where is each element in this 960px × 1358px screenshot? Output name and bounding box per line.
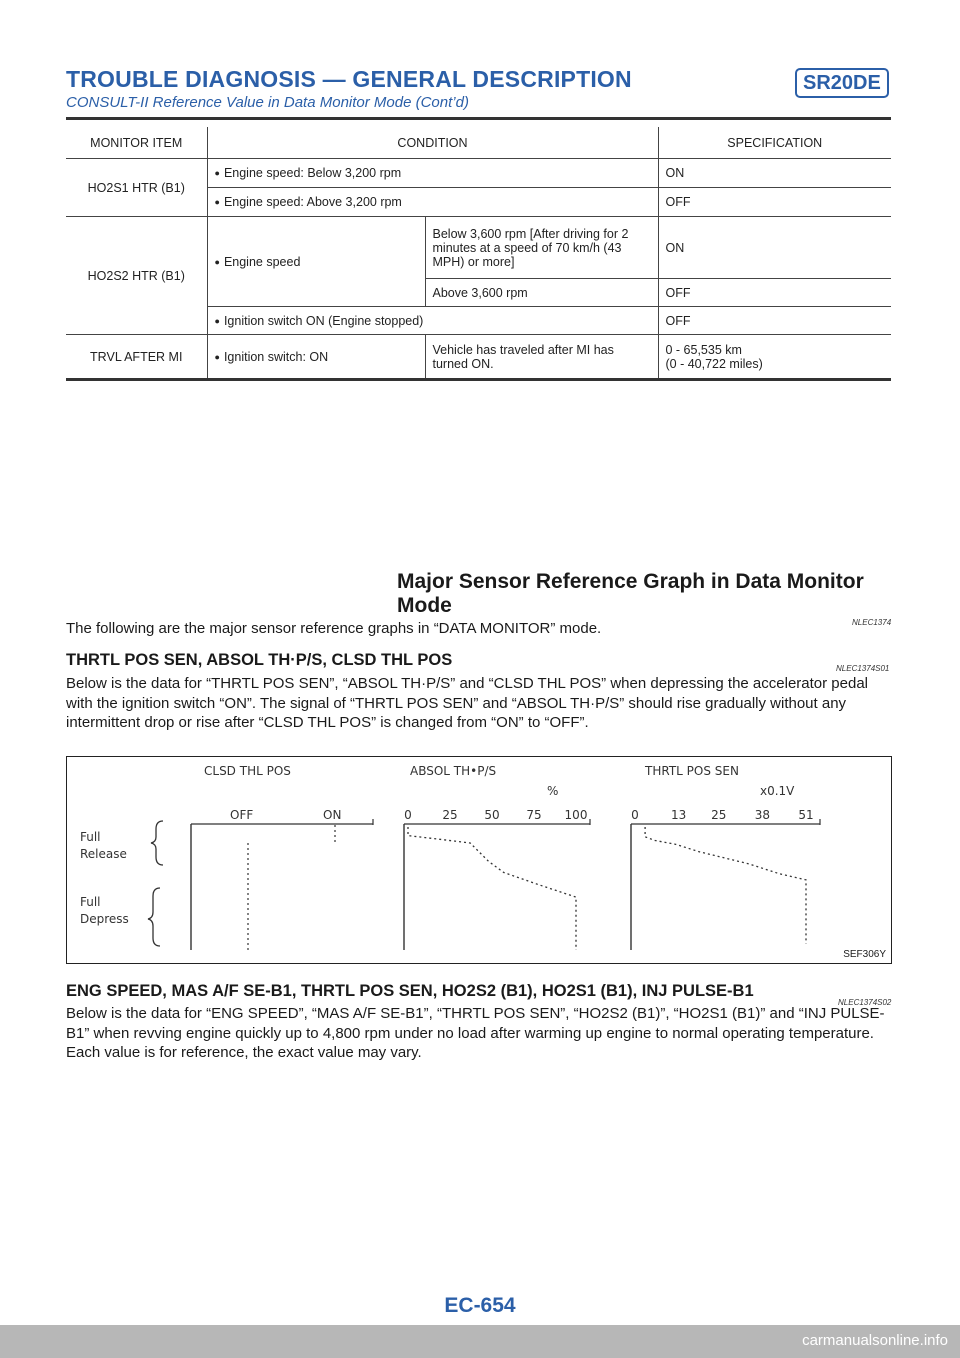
engine-code-badge: SR20DE xyxy=(795,68,889,98)
condition-cell: ● Ignition switch: ON xyxy=(207,335,425,380)
row-label: Release xyxy=(80,847,127,861)
sub-condition-cell: Above 3,600 rpm xyxy=(425,279,658,307)
tick-label: 0 xyxy=(404,808,412,822)
chart-title: CLSD THL POS xyxy=(204,764,291,778)
axis-unit: % xyxy=(547,784,559,798)
reference-value-table xyxy=(66,127,891,381)
chart-title: ABSOL TH•P/S xyxy=(410,764,497,778)
condition-cell: ● Engine speed: Above 3,200 rpm xyxy=(207,188,658,217)
table-row xyxy=(66,217,891,279)
bullet-icon xyxy=(215,314,224,328)
sub-condition-cell: Vehicle has traveled after MI has turned ON. xyxy=(425,335,658,380)
table-row xyxy=(66,335,891,380)
tick-label: 25 xyxy=(711,808,727,822)
specification-cell: OFF xyxy=(658,279,891,307)
tick-label: 75 xyxy=(526,808,542,822)
section-code: NLEC1374 xyxy=(852,618,892,627)
subsection-code: NLEC1374S02 xyxy=(838,998,892,1007)
specification-cell: OFF xyxy=(658,307,891,335)
subsection-paragraph: Below is the data for “ENG SPEED”, “MAS A/F SE-B1”, “THRTL POS SEN”, “HO2S2 (B1)”, “HO2S1 (B1)” and “INJ PULSE-B1” when revving engine quickly up to 4,800 rpm under no load after warming up engine to normal operating temperature. Each value is for reference, the exact value may vary. xyxy=(66,1005,885,1061)
column-header-monitor-item: MONITOR ITEM xyxy=(66,127,207,159)
table-header-row xyxy=(66,127,891,159)
depress-brace xyxy=(148,888,160,946)
row-label: Depress xyxy=(80,912,129,926)
tick-label: 100 xyxy=(564,808,588,822)
header-rule xyxy=(66,117,891,120)
figure-code: SEF306Y xyxy=(843,949,886,960)
watermark-text: carmanualsonline.info xyxy=(802,1332,948,1349)
table-row xyxy=(66,159,891,188)
page-header-subtitle: CONSULT-II Reference Value in Data Monitor Mode (Cont’d) xyxy=(66,94,469,111)
monitor-item-cell: HO2S2 HTR (B1) xyxy=(66,217,207,335)
sub-condition-cell: Below 3,600 rpm [After driving for 2 minutes at a speed of 70 km/h (43 MPH) or more] xyxy=(425,217,658,279)
bullet-icon xyxy=(215,350,224,364)
tick-label: 13 xyxy=(670,808,687,822)
page-header-title: TROUBLE DIAGNOSIS — GENERAL DESCRIPTION xyxy=(66,66,632,92)
tick-label: 51 xyxy=(798,808,814,822)
row-label: Full xyxy=(80,895,101,909)
specification-cell: ON xyxy=(658,159,891,188)
absol-chart xyxy=(404,808,590,950)
tick-label: 50 xyxy=(484,808,500,822)
sensor-reference-graph xyxy=(66,756,892,964)
condition-cell: ● Engine speed: Below 3,200 rpm xyxy=(207,159,658,188)
column-header-condition: CONDITION xyxy=(207,127,658,159)
clsd-axis xyxy=(191,819,373,950)
watermark-bar xyxy=(0,1325,960,1358)
specification-cell: ON xyxy=(658,217,891,279)
section-title: Major Sensor Reference Graph in Data Monitor Mode xyxy=(397,570,864,617)
condition-cell: ● Ignition switch ON (Engine stopped) xyxy=(207,307,658,335)
condition-cell: ● Engine speed xyxy=(207,217,425,307)
bullet-icon xyxy=(215,166,224,180)
signal-line xyxy=(408,827,576,950)
bullet-icon xyxy=(215,255,224,269)
graph-svg xyxy=(67,757,891,963)
specification-cell: 0 - 65,535 km (0 - 40,722 miles) xyxy=(658,335,891,380)
thrtl-chart xyxy=(631,808,820,950)
subsection-paragraph: Below is the data for “THRTL POS SEN”, “ABSOL TH·P/S” and “CLSD THL POS” when depressing the accelerator pedal with the ignition switch “ON”. The signal of “THRTL POS SEN” and “ABSOL TH·P/S” should rise gradually without any intermittent drop or rise after “CLSD THL POS” is changed from “ON” to “OFF”. xyxy=(66,675,869,731)
bullet-icon xyxy=(215,195,224,209)
tick-label: 38 xyxy=(754,808,771,822)
tick-label: 25 xyxy=(442,808,458,822)
subsection-code: NLEC1374S01 xyxy=(836,664,890,673)
tick-label: 0 xyxy=(631,808,639,822)
section-intro: The following are the major sensor reference graphs in “DATA MONITOR” mode. xyxy=(66,620,602,637)
chart-title: THRTL POS SEN xyxy=(645,764,739,778)
tick-label-on: ON xyxy=(323,808,342,822)
signal-line xyxy=(645,827,806,944)
monitor-item-cell: HO2S1 HTR (B1) xyxy=(66,159,207,217)
tick-label-off: OFF xyxy=(230,808,254,822)
subsection-title: ENG SPEED, MAS A/F SE-B1, THRTL POS SEN, HO2S2 (B1), HO2S1 (B1), INJ PULSE-B1 xyxy=(66,982,754,1000)
axis-unit: x0.1V xyxy=(760,784,795,798)
monitor-item-cell: TRVL AFTER MI xyxy=(66,335,207,380)
row-label: Full xyxy=(80,830,101,844)
specification-cell: OFF xyxy=(658,188,891,217)
subsection-title: THRTL POS SEN, ABSOL TH·P/S, CLSD THL POS xyxy=(66,651,453,669)
page-number: EC-654 xyxy=(444,1294,516,1317)
release-brace xyxy=(151,821,163,865)
column-header-specification: SPECIFICATION xyxy=(658,127,891,159)
